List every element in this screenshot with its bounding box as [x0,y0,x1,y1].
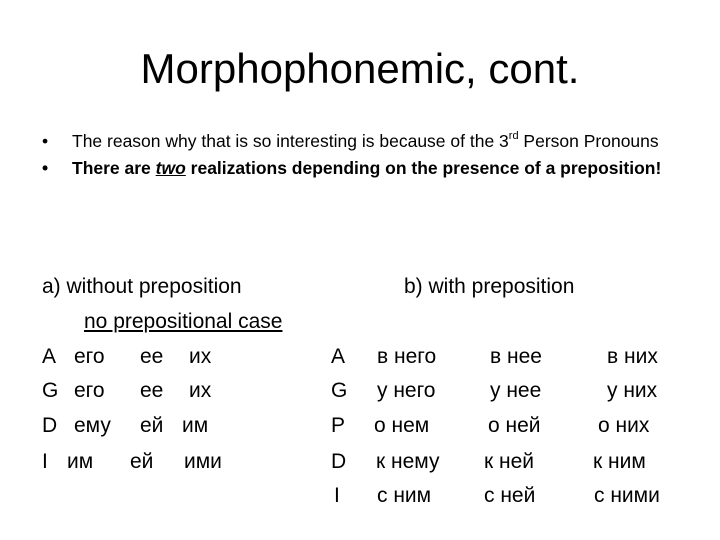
pronoun-pl: ими [184,450,222,473]
prep-pronoun-m: с ним [377,484,432,507]
case-label: G [331,379,348,402]
bullet-item [42,157,682,179]
prep-pronoun-m: о нем [374,414,430,437]
pronoun-pl: их [189,345,212,368]
pronoun-m: его [74,345,105,368]
left-heading: a) without preposition [42,275,242,298]
prep-pronoun-pl: у них [607,379,658,402]
pronoun-m: его [74,379,105,402]
pronoun-f: ей [130,450,154,473]
bullet-item [42,130,682,152]
case-label: A [42,345,57,368]
ordinal-suffix: rd [508,130,519,142]
prep-pronoun-f: с ней [484,484,536,507]
pronoun-pl: им [182,414,209,437]
prep-pronoun-pl: с ними [594,484,660,507]
case-label: D [331,450,347,473]
right-heading: b) with preposition [404,275,575,298]
bullet-text: The reason why that is so interesting is because of the 3 [72,131,509,151]
bullet-marker: • [42,158,49,178]
pronoun-pl: их [189,379,212,402]
case-label: I [334,484,340,507]
bullet-text-tail: realizations depending on the presence of a preposition! [185,158,662,178]
prep-pronoun-pl: к ним [593,450,646,473]
bullet-text: There are [72,158,156,178]
prep-pronoun-f: в нее [490,345,542,368]
case-label: A [331,345,346,368]
prep-pronoun-m: у него [377,379,436,402]
case-label: I [42,450,48,473]
case-label: P [331,414,346,437]
case-label: G [42,379,59,402]
emphasis-text: two [155,158,186,178]
pronoun-m: им [67,450,94,473]
case-label: D [42,414,58,437]
prep-pronoun-f: к ней [484,450,535,473]
pronoun-m: ему [74,414,111,437]
prep-pronoun-m: к нему [376,450,440,473]
bullet-text-tail: Person Pronouns [518,131,659,151]
prep-pronoun-pl: в них [607,345,658,368]
bullet-marker: • [42,131,49,151]
prep-pronoun-f: о ней [488,414,541,437]
bullet-list [42,130,682,184]
pronoun-f: ей [140,414,164,437]
prep-pronoun-m: в него [377,345,437,368]
pronoun-f: ее [140,345,164,368]
prep-pronoun-pl: о них [598,414,650,437]
left-subheading: no prepositional case [84,310,283,333]
pronoun-f: ее [140,379,164,402]
slide-title: Morphophonemic, cont. [140,45,580,92]
prep-pronoun-f: у нее [490,379,542,402]
